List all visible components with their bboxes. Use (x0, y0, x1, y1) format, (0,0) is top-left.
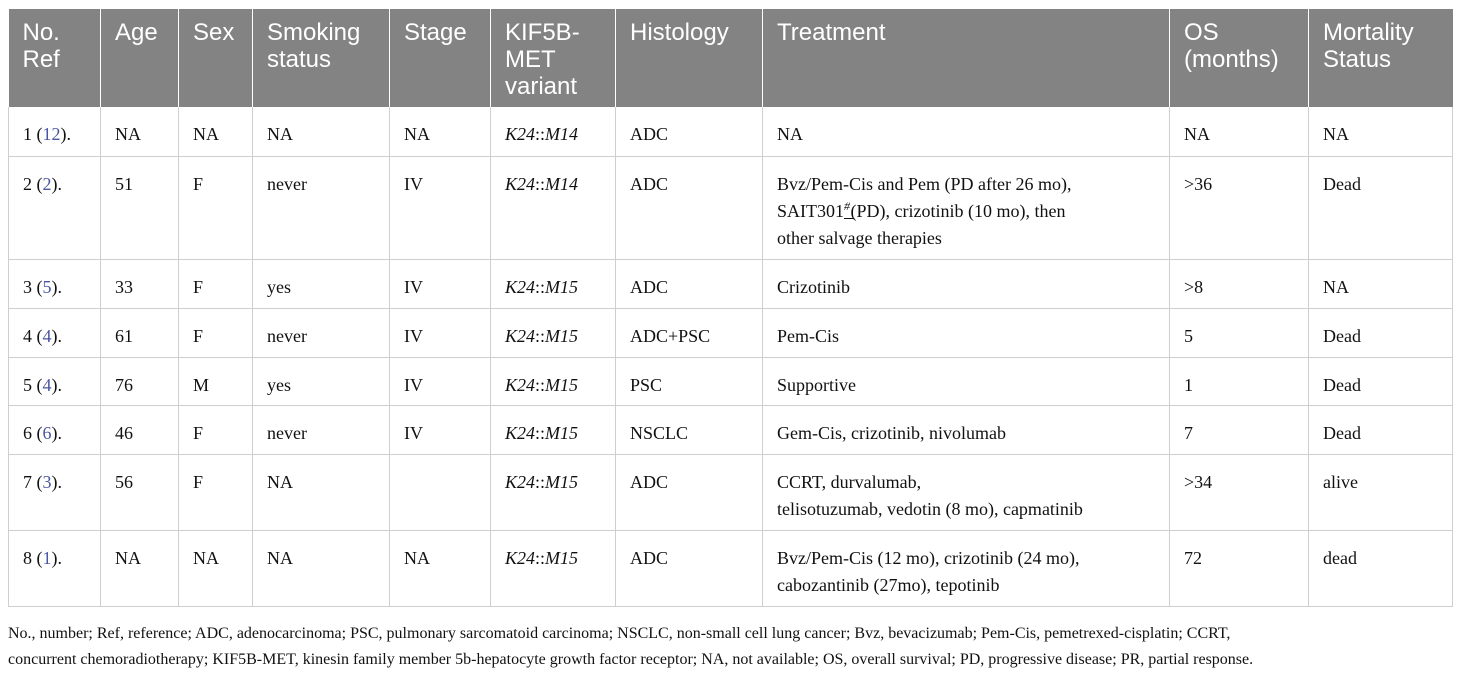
cell-mortality: Dead (1309, 405, 1453, 454)
table-row (9, 107, 1453, 156)
cell-os: >36 (1170, 156, 1309, 259)
cell-stage: NA (390, 530, 491, 606)
cell-no: 2 (2). (9, 156, 101, 259)
cell-sex: M (179, 357, 253, 405)
cell-stage: IV (390, 308, 491, 357)
ref-link[interactable]: 6 (42, 422, 52, 443)
cell-no: 5 (4). (9, 357, 101, 405)
table-row (9, 308, 1453, 357)
cell-os: 5 (1170, 308, 1309, 357)
cell-stage: IV (390, 357, 491, 405)
cell-age: NA (101, 530, 179, 606)
ref-link[interactable]: 4 (42, 374, 52, 395)
patient-table (8, 9, 1453, 607)
header-sex: Sex (179, 9, 253, 107)
cell-stage: IV (390, 405, 491, 454)
cell-smoking: never (253, 156, 390, 259)
footnote-line-2: concurrent chemoradiotherapy; KIF5B-MET, kinesin family member 5b-hepatocyte growth factor receptor; NA, not available; OS, overall survival; PD, progressive disease; PR, partial response. (8, 651, 1254, 668)
cell-sex: NA (179, 530, 253, 606)
cell-histology: ADC (616, 107, 763, 156)
cell-variant: K24::M15 (491, 308, 616, 357)
cell-no: 8 (1). (9, 530, 101, 606)
cell-no: 1 (12). (9, 107, 101, 156)
cell-treatment: Bvz/Pem-Cis and Pem (PD after 26 mo), SAIT301# (PD), crizotinib (10 mo), then other salvage therapies (763, 156, 1170, 259)
cell-os: NA (1170, 107, 1309, 156)
table-footnote (8, 621, 1452, 673)
cell-mortality: Dead (1309, 156, 1453, 259)
cell-variant: K24::M15 (491, 405, 616, 454)
cell-age: NA (101, 107, 179, 156)
cell-histology: PSC (616, 357, 763, 405)
cell-variant: K24::M15 (491, 530, 616, 606)
ref-link[interactable]: 5 (42, 276, 52, 297)
cell-histology: ADC+PSC (616, 308, 763, 357)
table-row (9, 259, 1453, 308)
ref-link[interactable]: 1 (42, 547, 52, 568)
cell-mortality: alive (1309, 454, 1453, 530)
cell-os: >8 (1170, 259, 1309, 308)
cell-smoking: yes (253, 259, 390, 308)
ref-link[interactable]: 12 (42, 124, 61, 144)
footnote-line-1: No., number; Ref, reference; ADC, adenocarcinoma; PSC, pulmonary sarcomatoid carcinoma; NSCLC, non-small cell lung cancer; Bvz, bevacizumab; Pem-Cis, pemetrexed-cisplatin; CCRT, (8, 625, 1231, 642)
cell-stage (390, 454, 491, 530)
cell-treatment: CCRT, durvalumab, telisotuzumab, vedotin (8 mo), capmatinib (763, 454, 1170, 530)
cell-no: 7 (3). (9, 454, 101, 530)
cell-os: 72 (1170, 530, 1309, 606)
header-stage: Stage (390, 9, 491, 107)
ref-link[interactable]: 4 (42, 325, 52, 346)
cell-smoking: never (253, 405, 390, 454)
cell-sex: F (179, 308, 253, 357)
table-row (9, 405, 1453, 454)
cell-histology: NSCLC (616, 405, 763, 454)
header-age: Age (101, 9, 179, 107)
cell-treatment: NA (763, 107, 1170, 156)
cell-variant: K24::M15 (491, 357, 616, 405)
cell-smoking: yes (253, 357, 390, 405)
cell-variant: K24::M14 (491, 156, 616, 259)
cell-no: 6 (6). (9, 405, 101, 454)
table-row (9, 454, 1453, 530)
cell-no: 3 (5). (9, 259, 101, 308)
cell-os: 7 (1170, 405, 1309, 454)
cell-age: 46 (101, 405, 179, 454)
cell-no: 4 (4). (9, 308, 101, 357)
cell-os: 1 (1170, 357, 1309, 405)
header-smoking: Smoking status (253, 9, 390, 107)
cell-sex: F (179, 405, 253, 454)
cell-treatment: Gem-Cis, crizotinib, nivolumab (763, 405, 1170, 454)
cell-stage: NA (390, 107, 491, 156)
cell-treatment: Crizotinib (763, 259, 1170, 308)
cell-variant: K24::M15 (491, 454, 616, 530)
cell-variant: K24::M14 (491, 107, 616, 156)
cell-histology: ADC (616, 530, 763, 606)
cell-sex: NA (179, 107, 253, 156)
cell-stage: IV (390, 156, 491, 259)
header-os: OS (months) (1170, 9, 1309, 107)
header-no-ref: No. Ref (9, 9, 101, 107)
cell-mortality: Dead (1309, 357, 1453, 405)
header-variant: KIF5B- MET variant (491, 9, 616, 107)
cell-sex: F (179, 259, 253, 308)
ref-link[interactable]: 3 (42, 471, 52, 492)
cell-smoking: NA (253, 454, 390, 530)
cell-age: 51 (101, 156, 179, 259)
header-row (9, 9, 1453, 107)
table-container (8, 9, 1452, 607)
cell-age: 56 (101, 454, 179, 530)
cell-treatment: Supportive (763, 357, 1170, 405)
table-row (9, 156, 1453, 259)
table-row (9, 530, 1453, 606)
table-row (9, 357, 1453, 405)
cell-sex: F (179, 454, 253, 530)
cell-smoking: never (253, 308, 390, 357)
cell-treatment: Pem-Cis (763, 308, 1170, 357)
cell-variant: K24::M15 (491, 259, 616, 308)
cell-treatment: Bvz/Pem-Cis (12 mo), crizotinib (24 mo), cabozantinib (27mo), tepotinib (763, 530, 1170, 606)
cell-mortality: NA (1309, 107, 1453, 156)
cell-histology: ADC (616, 156, 763, 259)
cell-smoking: NA (253, 530, 390, 606)
cell-os: >34 (1170, 454, 1309, 530)
cell-stage: IV (390, 259, 491, 308)
cell-age: 76 (101, 357, 179, 405)
cell-age: 33 (101, 259, 179, 308)
cell-age: 61 (101, 308, 179, 357)
ref-link[interactable]: 2 (42, 173, 52, 194)
header-treatment: Treatment (763, 9, 1170, 107)
header-mortality: Mortality Status (1309, 9, 1453, 107)
header-histology: Histology (616, 9, 763, 107)
cell-histology: ADC (616, 454, 763, 530)
cell-mortality: Dead (1309, 308, 1453, 357)
cell-sex: F (179, 156, 253, 259)
cell-mortality: dead (1309, 530, 1453, 606)
cell-smoking: NA (253, 107, 390, 156)
cell-mortality: NA (1309, 259, 1453, 308)
cell-histology: ADC (616, 259, 763, 308)
